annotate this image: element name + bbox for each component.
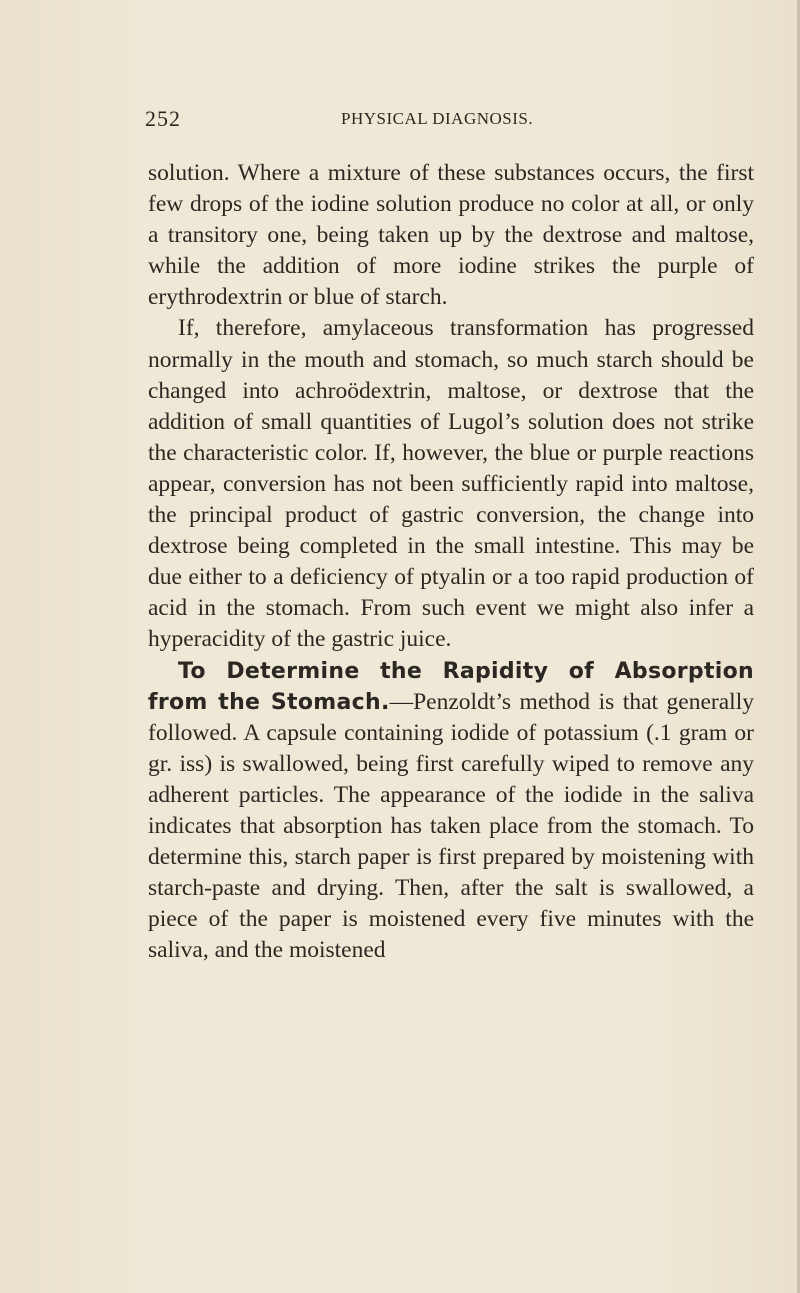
paragraph-continuation: solution. Where a mixture of these substances occurs, the first few drops of the iodine solution produce no color at all, or only a transitory one, being taken up by the dextrose and maltose, while the addition of more iodine strikes the purple of erythrodextrin or blue of starch. (148, 160, 754, 311)
section-text: —Penzoldt’s method is that generally followed. A capsule containing iodide of potassium (.1 gram or gr. iss) is swallowed, being first carefully wiped to remove any adherent particles. The appearance of the iodide in the saliva indicates that absorption has taken place from the stomach. To determine this, starch paper is first prepared by moistening with starch-paste and drying. Then, after the salt is swallowed, a piece of the paper is moistened every five minutes with the saliva, and the moistened (148, 688, 754, 964)
page-number: 252 (145, 106, 181, 131)
running-head: PHYSICAL DIAGNOSIS. (341, 109, 534, 128)
paragraph-amylaceous: If, therefore, amylaceous transformation has progressed normally in the mouth and stomach, so much starch should be changed into achroödextrin, maltose, or dextrose that the addition of small quantities of Lugol’s solution does not strike the characteristic color. If, however, the blue or purple reactions appear, conversion has not been sufficiently rapid into maltose, the principal product of gastric conversion, the change into dextrose being completed in the small intestine. This may be due either to a deficiency of ptyalin or a too rapid production of acid in the stomach. From such event we might also infer a hyperacidity of the gastric juice. (148, 315, 754, 653)
body-text (148, 158, 754, 966)
section-absorption (148, 656, 754, 967)
page-header (0, 106, 800, 136)
section-heading: To Determine the Rapidity of Absorption from the Stomach. (148, 658, 754, 715)
